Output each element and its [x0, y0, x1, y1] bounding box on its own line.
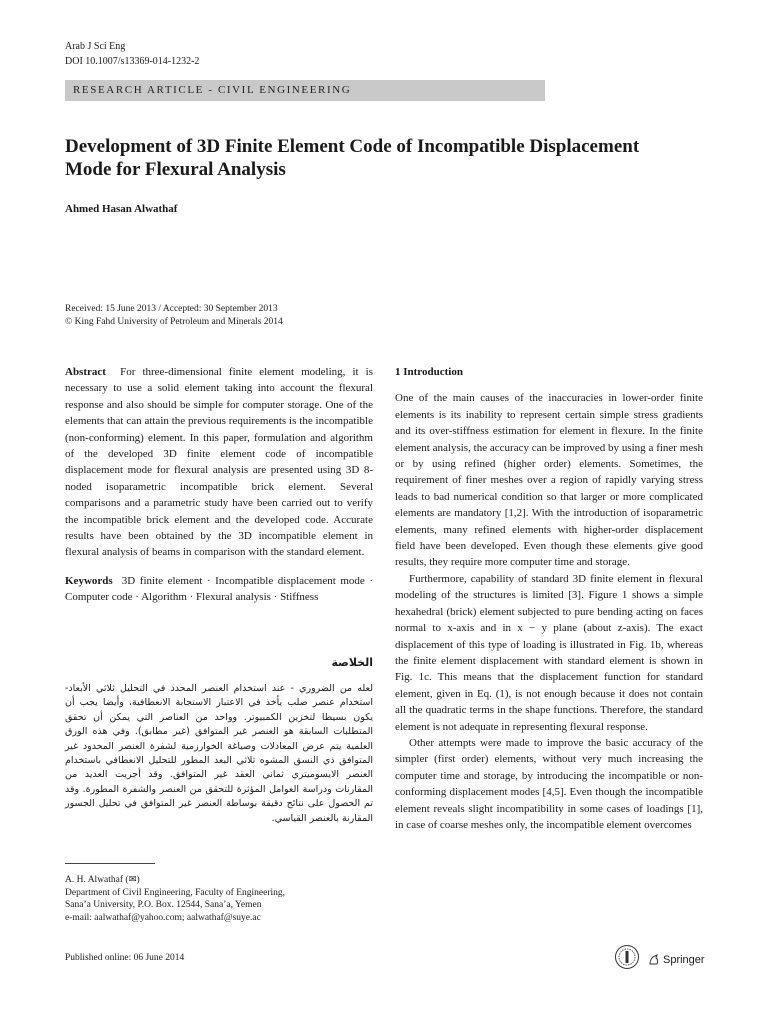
keywords-label: Keywords	[65, 574, 113, 587]
footnote-rule	[65, 863, 155, 864]
article-type-banner: RESEARCH ARTICLE - CIVIL ENGINEERING	[65, 80, 545, 101]
abstract-text: For three-dimensional finite element modeling, it is necessary to use a solid element taking into account the flexural response and also should be simple for computer storage. One of the elements that can attain the previous requirements is the incompatible (non-conforming) element. In this paper, formulation and algorithm of the developed 3D finite element code of incompatible displacement mode for flexural analysis are presented using 3D 8-noded isoparametric incompatible brick element. Several comparisons and a parametric study have been carried out to verify the incompatible brick element and the developed code. Accurate results have been obtained by the 3D incompatible element in flexural analysis of beams in comparison with the standard element.	[65, 366, 374, 559]
doi: DOI 10.1007/s13369-014-1232-2	[65, 56, 200, 67]
email[interactable]: e-mail: aalwathaf@yahoo.com; aalwathaf@suye.ac	[65, 912, 261, 923]
arabic-abstract-text: لعله من الضروري - عند استخدام العنصر المحدد في التحليل ثلاثي الأبعاد- استخدام عنصر صلب يأخذ في الاعتبار الاستجابة الانعطافية، وأيضا يجب أن يكون بسيطا لتخزين الكمبيوتر. وواحد من العناصر التي يمكن أن تحقق المتطلبات السابقة هو العنصر غير المتوافق (غير مطابق). وفي هذه الورق العلمية يتم عرض المعادلات وصياغة الخوارزمية لشفرة العنصر المحدود غير المتوافق ذي النسق المشوه ثلاثي البعد المطور للتحليل الانعطافي باستخدام العنصر الايسوميتري ثماني العقد غير المتوافق. وقد أجريت العديد من المقارنات ودراسة العوامل المؤثرة للتحقق من العنصر والشفرة المطورة. وقد تم الحصول على نتائج دقيقة بوساطة العنصر غير المتوافق في تحليل الجسور المقارنة بالعنصر القياسي.	[65, 683, 373, 824]
intro-paragraph-1: One of the main causes of the inaccuracies in lower-order finite elements is its inability to represent certain simple stress gradients and its over-stiffness estimation for element in flexure. In the finite element analysis, the accuracy can be improved by using a finer mesh or by using refined (higher order) elements. Sometimes, the requirement of finer meshes over a region of rapidly varying stress leads to bad numerical condition so that larger or more complicated elements are mandatory [1,2]. With the introduction of isoparametric elements, many refined elements with higher-order displacement field have been developed. Even though these elements give good results, they require more computer time and storage.	[395, 392, 703, 569]
publisher-logo	[648, 954, 705, 966]
corresponding-author: A. H. Alwathaf (✉)	[65, 875, 140, 885]
paper-title: Development of 3D Finite Element Code of Incompatible Displacement Mode for Flexural Analysis	[65, 136, 640, 180]
keywords-text: 3D finite element · Incompatible displacement mode · Computer code · Algorithm · Flexural analysis · Stiffness	[65, 574, 374, 604]
keywords	[65, 573, 373, 606]
affiliation-block	[65, 874, 385, 924]
left-column	[65, 364, 373, 606]
published-date: Published online: 06 June 2014	[65, 953, 185, 963]
received-dates: Received: 15 June 2013 / Accepted: 30 September 2013	[65, 304, 278, 314]
intro-paragraph-2: Furthermore, capability of standard 3D finite element in flexural modeling of the structures is limited [3]. Figure 1 shows a simple hexahedral (brick) element subjected to pure bending acting on faces normal to x-axis and in x − y plane (about z-axis). The exact displacement of this type of loading is illustrated in Fig. 1b, whereas the finite element displacement with standard element is shown in Fig. 1c. This means that the displacement function for standard element, given in Eq. (1), is not enough because it does not contain all the quadratic terms in the shape functions. Therefore, the standard element is not adequate in representing flexural response.	[395, 572, 703, 733]
right-column	[395, 364, 703, 833]
department: Department of Civil Engineering, Faculty of Engineering,	[65, 887, 286, 898]
abstract	[65, 364, 373, 561]
journal-name: Arab J Sci Eng	[65, 41, 126, 52]
springer-horse-icon	[648, 954, 660, 966]
arabic-abstract-title: الخلاصة	[331, 656, 373, 669]
author-name: Ahmed Hasan Alwathaf	[65, 203, 178, 215]
section-heading-introduction: 1 Introduction	[395, 366, 463, 378]
abstract-label: Abstract	[65, 366, 106, 378]
intro-paragraph-3: Other attempts were made to improve the basic accuracy of the simpler (first order) elements, without very much increasing the computer time and storage, by introducing the incompatible or non-conforming displacement modes [4,5]. Even though the incompatible element reveals slight incompatibility in some cases of loadings [1], in case of coarse meshes only, the incompatible element overcomes	[395, 736, 703, 831]
address: Sana’a University, P.O. Box. 12544, Sana’a, Yemen	[65, 900, 262, 910]
dates-block	[65, 303, 465, 329]
copyright: © King Fahd University of Petroleum and Minerals 2014	[65, 317, 283, 327]
crossmark-seal-icon	[614, 944, 640, 970]
publisher-name: Springer	[663, 954, 705, 966]
